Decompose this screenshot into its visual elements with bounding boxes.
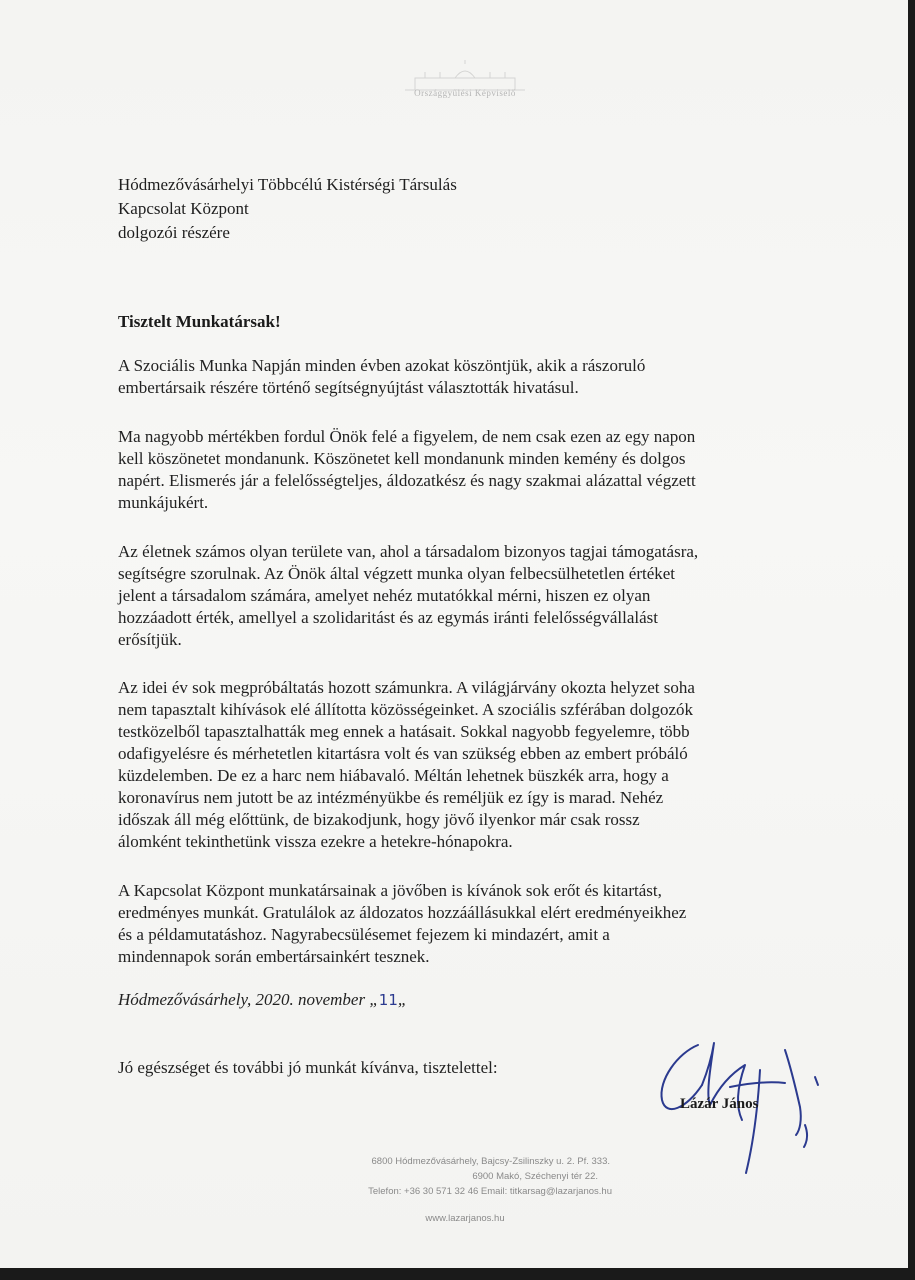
- footer-contact: Telefon: +36 30 571 32 46 Email: titkarsag@lazarjanos.hu: [368, 1186, 612, 1197]
- paragraph-line: A Kapcsolat Központ munkatársainak a jövőben is kívánok sok erőt és kitartást,: [118, 881, 662, 900]
- body-paragraph: [118, 426, 808, 514]
- closing-line: Jó egészséget és további jó munkát kívánva, tisztelettel:: [118, 1058, 498, 1077]
- recipient-line: Kapcsolat Központ: [118, 199, 249, 218]
- paragraph-line: Az idei év sok megpróbáltatás hozott számunkra. A világjárvány okozta helyzet soha: [118, 678, 695, 697]
- paragraph-line: küzdelemben. De ez a harc nem hiábavaló. Méltán lehetnek büszkék arra, hogy a: [118, 766, 669, 785]
- paragraph-line: munkájukért.: [118, 493, 209, 512]
- body-paragraph: [118, 355, 808, 399]
- body-paragraph: [118, 541, 808, 651]
- footer-address-1: 6800 Hódmezővásárhely, Bajcsy-Zsilinszky u. 2. Pf. 333.: [371, 1156, 610, 1167]
- paragraph-line: és a példamutatáshoz. Nagyrabecsülésemet fejezem ki mindazért, amit a: [118, 925, 610, 944]
- paragraph-line: időszak áll még előttünk, de bizakodjunk, hogy jövő ilyenkor már csak rossz: [118, 810, 640, 829]
- place-date: [118, 990, 407, 1010]
- paragraph-line: segítségre szorulnak. Az Önök által végzett munka olyan felbecsülhetetlen értéket: [118, 564, 676, 583]
- footer-address-2: 6900 Makó, Széchenyi tér 22.: [472, 1171, 598, 1182]
- paragraph-line: eredményes munkát. Gratulálok az áldozatos hozzáállásukkal elért eredményeikhez: [118, 903, 687, 922]
- salutation: Tisztelt Munkatársak!: [118, 312, 281, 331]
- paragraph-line: Ma nagyobb mértékben fordul Önök felé a figyelem, de nem csak ezen az egy napon: [118, 427, 696, 446]
- recipient-block: [118, 173, 457, 245]
- body-paragraph: [118, 880, 808, 968]
- paragraph-line: álomként tekinthetünk vissza ezekre a hetekre-hónapokra.: [118, 832, 513, 851]
- paragraph-line: Az életnek számos olyan területe van, ahol a társadalom bizonyos tagjai támogatásra,: [118, 542, 699, 561]
- handwritten-day: 11: [378, 991, 398, 1009]
- paragraph-line: odafigyelésre és mérhetetlen kitartásra volt és van szükség ebben az embert próbáló: [118, 744, 688, 763]
- paragraph-line: mindennapok során embertársainkért tesznek.: [118, 947, 430, 966]
- paragraph-line: hozzáadott érték, amellyel a szolidaritást és az egymás iránti felelősségvállalást: [118, 608, 658, 627]
- paragraph-line: napért. Elismerés jár a felelősségteljes, áldozatkész és nagy szakmai alázattal végzett: [118, 471, 696, 490]
- signer-name: Lázár János: [680, 1096, 759, 1112]
- paragraph-line: nem tapasztalt kihívások elé állította közösségeinket. A szociális szférában dolgozók: [118, 700, 693, 719]
- paragraph-line: koronavírus nem jutott be az intézményükbe és reméljük ez így is marad. Nehéz: [118, 788, 664, 807]
- closing-quote: „: [397, 990, 408, 1009]
- recipient-line: dolgozói részére: [118, 223, 230, 242]
- body-paragraph: [118, 677, 808, 853]
- paragraph-line: jelent a társadalom számára, amelyet nehéz mutatókkal mérni, hiszen ez olyan: [118, 586, 651, 605]
- paragraph-line: testközelből tapasztalhatták meg ennek a hatásait. Sokkal nagyobb fegyelemre, több: [118, 722, 690, 741]
- recipient-line: Hódmezővásárhelyi Többcélú Kistérségi Társulás: [118, 175, 457, 194]
- footer-website[interactable]: www.lazarjanos.hu: [425, 1213, 505, 1224]
- letterhead-caption: Országgyűlési Képviselő: [414, 88, 516, 98]
- paragraph-line: embertársaik részére történő segítségnyújtást választották hivatásul.: [118, 378, 579, 397]
- paragraph-line: A Szociális Munka Napján minden évben azokat köszöntjük, akik a rászoruló: [118, 356, 646, 375]
- place-date-printed: Hódmezővásárhely, 2020. november „: [118, 990, 379, 1009]
- paragraph-line: erősítjük.: [118, 630, 182, 649]
- paragraph-line: kell köszönetet mondanunk. Köszönetet kell mondanunk minden kemény és dolgos: [118, 449, 686, 468]
